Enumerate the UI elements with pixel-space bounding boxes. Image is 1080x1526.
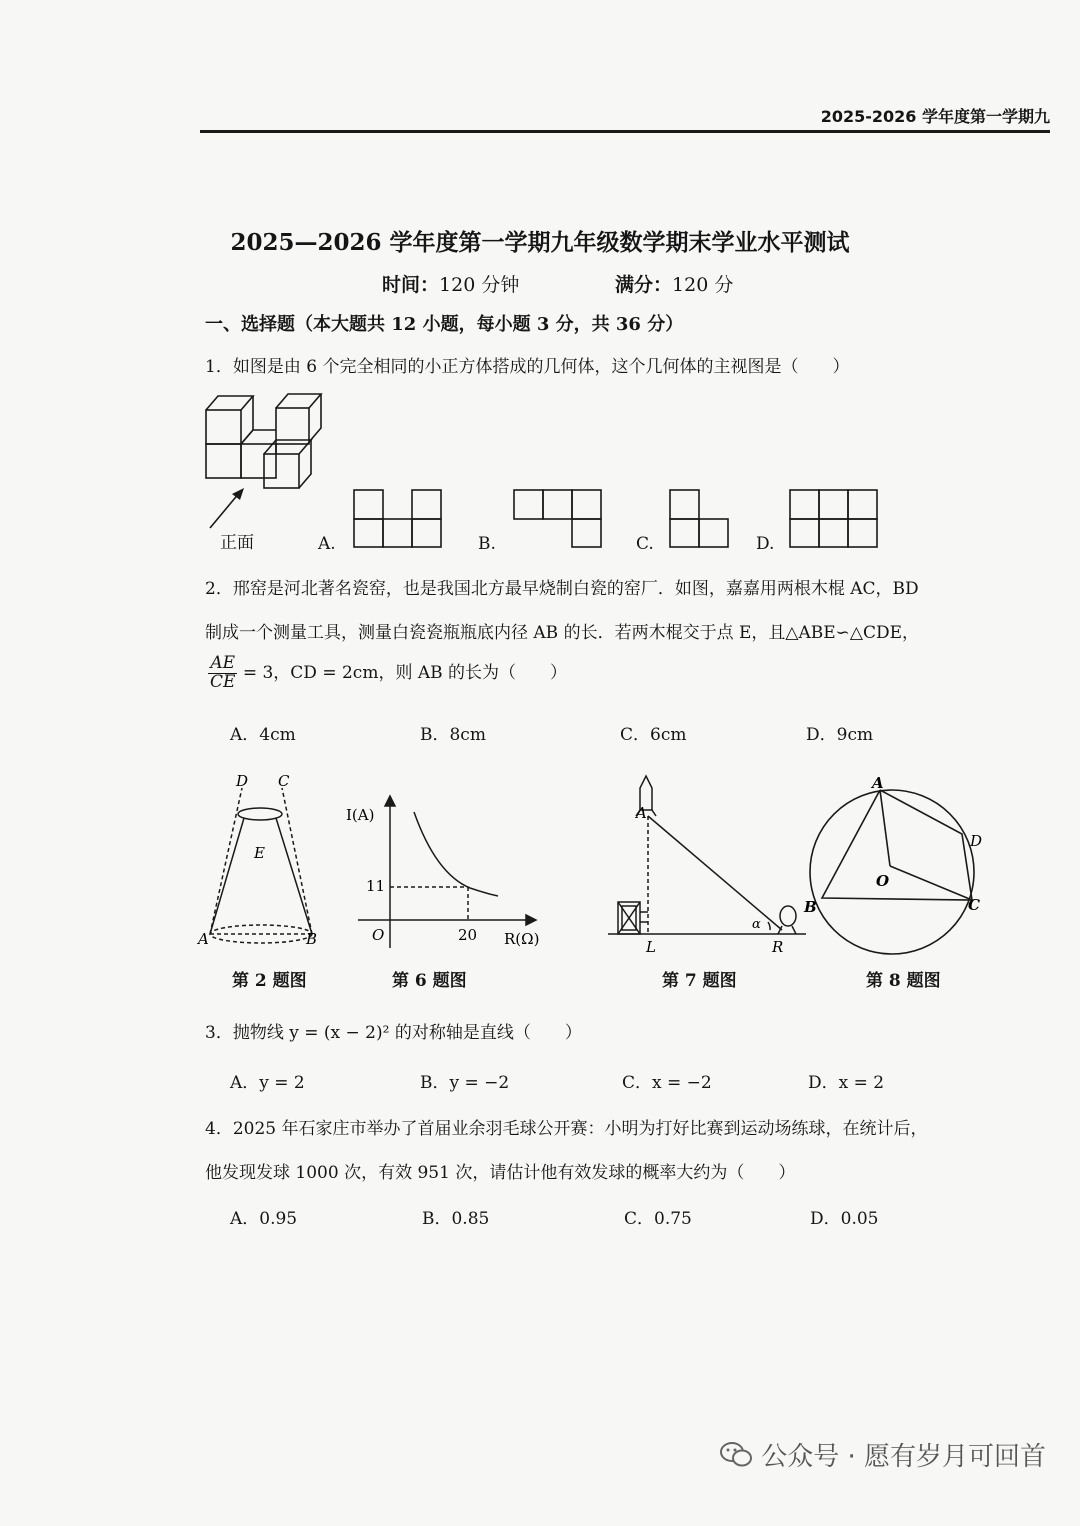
q4-option-a[interactable]: A．0.95 [230, 1209, 298, 1229]
front-view-label: 正面 [220, 533, 254, 553]
fig8-label-c: C [968, 896, 980, 914]
q2-option-c[interactable]: C．6cm [620, 725, 687, 745]
q3-option-b[interactable]: B．y = −2 [420, 1073, 510, 1093]
fig6-x-tick: 20 [458, 926, 478, 944]
q1-option-a-figure[interactable] [352, 488, 444, 550]
q4-line1: 4．2025 年石家庄市举办了首届业余羽毛球公开赛：小明为打好比赛到运动场练球，在统计后， [205, 1119, 928, 1139]
q2-option-a[interactable]: A．4cm [230, 725, 296, 745]
fig6-graph [340, 790, 560, 960]
fig2-label-c: C [278, 772, 290, 790]
wechat-icon [719, 1441, 753, 1469]
q1-text: 1．如图是由 6 个完全相同的小正方体搭成的几何体，这个几何体的主视图是（ ） [205, 357, 850, 377]
q3-option-a[interactable]: A．y = 2 [230, 1073, 305, 1093]
running-header: 2025-2026 学年度第一学期九 [820, 107, 1050, 126]
q4-line2: 他发现发球 1000 次，有效 951 次，请估计他有效发球的概率大约为（ ） [205, 1163, 796, 1183]
fig8-caption: 第 8 题图 [866, 971, 941, 991]
q1-option-d-label[interactable]: D. [756, 534, 775, 554]
fig2-label-b: B [306, 930, 318, 948]
fig6-x-axis-label: R(Ω) [504, 930, 540, 948]
fig6-caption: 第 6 题图 [392, 971, 467, 991]
q1-option-b-figure[interactable] [512, 488, 604, 550]
time-label: 时间： [382, 274, 440, 296]
q3-option-d[interactable]: D．x = 2 [808, 1073, 885, 1093]
q1-option-b-label[interactable]: B. [478, 534, 496, 554]
fig8-label-a: A [872, 774, 884, 792]
q1-option-a-label[interactable]: A. [318, 534, 336, 554]
fig7-caption: 第 7 题图 [662, 971, 737, 991]
q1-option-d-figure[interactable] [788, 488, 880, 550]
fig7-label-a: A [636, 804, 647, 822]
fig7-label-l: L [646, 938, 656, 956]
exam-score [615, 270, 733, 297]
exam-title: 2025—2026 学年度第一学期九年级数学期末学业水平测试 [230, 229, 850, 256]
q1-solid-figure [196, 388, 336, 558]
watermark-text: 公众号 · 愿有岁月可回首 [761, 1442, 1046, 1472]
fig8-label-b: B [804, 898, 817, 916]
fig7-label-alpha: α [752, 917, 761, 932]
q1-option-c-label[interactable]: C. [636, 534, 654, 554]
fig2-flask-diagram [196, 768, 326, 958]
q3-text: 3．抛物线 y = (x − 2)² 的对称轴是直线（ ） [205, 1023, 582, 1043]
q2-option-d[interactable]: D．9cm [806, 725, 874, 745]
fraction-numerator: AE [208, 655, 237, 674]
exam-time [382, 270, 519, 297]
fig8-label-o: O [876, 872, 890, 890]
section-heading: 一、选择题（本大题共 12 小题，每小题 3 分，共 36 分） [205, 314, 684, 335]
fig2-label-d: D [236, 772, 249, 790]
fig6-y-axis-label: I(A) [346, 806, 375, 824]
q2-line3-text: = 3，CD = 2cm，则 AB 的长为（ ） [242, 662, 568, 683]
q1-option-c-figure[interactable] [668, 488, 734, 550]
score-label: 满分： [615, 274, 673, 296]
q4-option-d[interactable]: D．0.05 [810, 1209, 879, 1229]
q2-line2: 制成一个测量工具，测量白瓷瓷瓶瓶底内径 AB 的长．若两木棍交于点 E，且△ABE∽△CDE， [205, 623, 920, 643]
q4-option-b[interactable]: B．0.85 [422, 1209, 490, 1229]
header-rule [200, 130, 1050, 133]
fig2-caption: 第 2 题图 [232, 971, 307, 991]
q4-option-c[interactable]: C．0.75 [624, 1209, 692, 1229]
fig2-label-e: E [254, 844, 265, 862]
fig8-label-d: D [970, 832, 983, 850]
fig6-origin: O [372, 926, 385, 944]
q2-line1: 2．邢窑是河北著名瓷窑，也是我国北方最早烧制白瓷的窑厂．如图，嘉嘉用两根木棍 AC，BD [205, 579, 919, 599]
score-value: 120 分 [672, 274, 734, 296]
time-value: 120 分钟 [439, 274, 520, 296]
fig6-y-tick: 11 [366, 877, 386, 895]
q2-option-b[interactable]: B．8cm [420, 725, 486, 745]
fraction-denominator: CE [210, 671, 236, 692]
fig7-label-r: R [772, 938, 784, 956]
watermark [719, 1436, 1046, 1473]
q2-line3 [208, 655, 567, 692]
fig7-diagram [600, 770, 820, 960]
q3-option-c[interactable]: C．x = −2 [622, 1073, 712, 1093]
fig2-label-a: A [198, 930, 209, 948]
fig8-circle-diagram [796, 770, 996, 960]
q2-ratio-fraction [208, 655, 237, 692]
